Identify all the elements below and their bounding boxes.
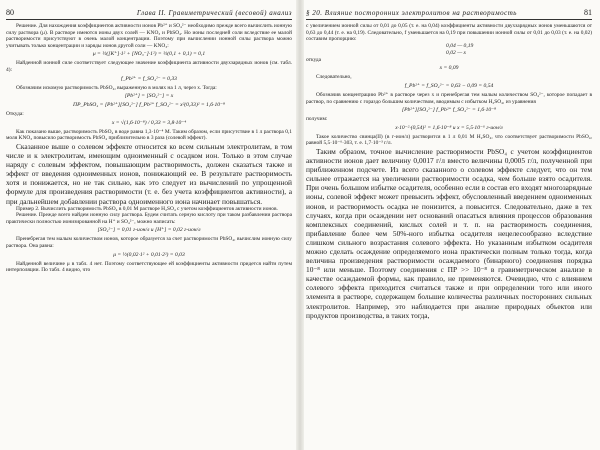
right-page — [306, 8, 592, 444]
formula-x-value: x = 0,09 — [439, 65, 459, 72]
right-intro: с увеличением ионной силы от 0,01 до 0,05 (т. е. на 0,04) коэффициенты активности двухзарядных ионов уменьшаются от 0,63 до 0,44 (т. е. на 0,19). Следовательно, f уменьшается на 0,19 при повышении ионной силы от 0,01 до 0,03 (т. е. на 0,02) составим пропорцию: — [306, 23, 592, 43]
book-gutter — [296, 0, 304, 450]
left-running-head — [6, 8, 292, 20]
formula-x-result: x·10⁻²·(0,54)² = 1,6·10⁻⁸ и x = 5,5·10⁻⁶ г-ион/л — [395, 124, 503, 131]
formula-solubility-product-2: [Pb²⁺][SO₄²⁻] f_Pb²⁺ f_SO₄²⁻ = 1,6·10⁻⁸ — [401, 107, 497, 114]
formula-x-solution: x = √(1,6·10⁻⁸) / 0,33 = 3,8·10⁻⁴ — [111, 119, 187, 126]
consequently-text: Следовательно, — [316, 74, 352, 81]
receive-text: получим: — [306, 116, 328, 123]
formula-ionic-strength: μ = ½([K⁺]·1² + [NO₃⁻]·1²) = ½(0,1 + 0,1) = 0,1 — [92, 51, 206, 58]
interpolation-text: Найденной величине μ в табл. 4 нет. Поэтому соответствующее ей коэффициенты активности придется найти путем интерполяции. По табл. 4 видно, что — [6, 260, 292, 274]
left-page — [6, 8, 292, 444]
solution-2-text: Решение. Прежде всего найдем ионную силу раствора. Будем считать серную кислоту при таком разбавлении раствора практически полностью ионизированной на H⁺ и SO₄²⁻, можно написать: — [6, 212, 292, 225]
formula-activity-coefficient: f_Pb²⁺ = f_SO₄²⁻ = 0,33 — [121, 75, 177, 82]
whence-text-right: откуда — [306, 56, 322, 63]
compare-text: Такое количество свинца(II) (в г-ион/л) растворится в 1 л 0,01 М H₂SO₄, что соответствует растворимости PbSO₄, равной 5,5·10⁻⁶·303, т. е. 1,7·10⁻³ г/л. — [306, 133, 592, 147]
formula-equal-concentrations: [Pb²⁺] = [SO₄²⁻] = x — [124, 93, 174, 100]
denote-text: Обозначим искомую растворимость PbSO₄, выраженную в молях на 1 л, через x. Тогда: — [16, 84, 217, 91]
right-page-number: 81 — [584, 8, 592, 17]
formula-concentrations: [SO₄²⁻] = 0,01 г-ион/л и [H⁺] = 0,02 г-ион/л — [97, 227, 201, 234]
whence-text: Откуда: — [6, 111, 24, 118]
proportion-line-1: 0,04 — 0,19 — [446, 42, 474, 49]
salt-effect-paragraph: Сказанное выше о солевом эффекте относится ко всем сильным электролитам, в том числе и к электролитам, имеющим одноименный с осадком ион. Только в этом случае наряду с солевым эффектом, повышающим растворимость, должен сказаться также и эффект от введения одноименных ионов, понижающий ее. В результате растворимость хотя и понижается, но не так сильно, как это следует из вычислений по упрощенной формуле для произведения растворимости (т. е. без учета коэффициентов активности), а при дальнейшем добавлении раствора одноименного иона начинает повышаться. — [6, 141, 292, 206]
right-section-title: § 20. Влияние посторонних электролитов на растворимость — [306, 9, 517, 17]
formula-activity-coefficient-2: f_Pb²⁺ = f_SO₄²⁻ = 0,63 − 0,09 = 0,54 — [404, 82, 494, 89]
formula-ionic-strength-2: μ = ½(0,02·1² + 0,01·2²) = 0,03 — [113, 251, 185, 258]
conclusion-paragraph: Таким образом, точное вычисление растворимости PbSO₄ с учетом коэффициентов активности ионов дает величину 0,0017 г/л вместо величины 0,0005 г/л, полученной при приближенном подсчете. Из всего сказанного о солевом эффекте следует, что он тем сильнее отражается на увеличении растворимости осадка, чем больше взято осадителя. При очень большом избытке осадителя, особенно если в состав его входят многозарядные ионы, солевой эффект может превысить эффект, обусловленный введением одноименных ионов, и растворимость осадка не понизится, а повысится. Следовательно, даже в тех случаях, когда при осаждении нет оснований опасаться влияния процессов образования комплексных соединений, кислых солей и т. п. на растворимость соединения, прибавление более чем 50%-ного избытка осадителя нецелесообразно вследствие слишком сильного возрастания солевого эффекта. Но указанным избытком осадителя можно сделать осаждение определяемого иона практически полным только тогда, когда величина произведения растворимости осаждаемого (бинарного) соединения порядка 10⁻⁸ или меньше. Поэтому соединения с ПР >> 10⁻⁸ в гравиметрическом анализе в качестве осаждаемой формы, как правило, не применяются. Очевидно, что с влиянием солевого эффекта приходится считаться также и при определении того или иного элемента в растворе, содержащем большие количества различных посторонних сильных электролитов. Например, это наблюдается при анализе природных объектов или продуктов производства, в таких тогда, — [306, 146, 592, 320]
denote-text-right: Обозначив концентрацию Pb²⁺ в растворе через x и пренебрегая тем малым количеством SO₄²⁻, которое попадает в раствор, по сравнению с гораздо большим количеством, вводимым с избытком H₂SO₄, из уравнения — [306, 91, 592, 105]
intro-paragraph: Решение. Для нахождения коэффициентов активности ионов Pb²⁺ и SO₄²⁻ необходимо прежде всего вычислить ионную силу раствора (μ). В растворе имеются ионы двух солей — KNO₃ и PbSO₄. Но ионы последней соли вследствие ее малой растворимости присутствуют в очень малой концентрации. Поэтому при вычислении ионной силы раствора можно учитывать только концентрации и заряды ионов другой соли — KNO₃: — [6, 23, 292, 49]
result-text: Как показано выше, растворимость PbSO₄ в воде равна 1,3·10⁻⁴ М. Таким образом, если присутствие в 1 л раствора 0,1 моля KNO₃ повысило растворимость PbSO₄ приблизительно в 3 раза (солевой эффект). — [6, 128, 292, 142]
formula-solubility-product: ПР_PbSO₄ = [Pb²⁺][SO₄²⁻] f_Pb²⁺ f_SO₄²⁻ = x²(0,33)² = 1,6·10⁻⁸ — [73, 102, 225, 109]
left-chapter-title: Глава II. Гравиметрический (весовой) анализ — [136, 9, 292, 17]
example-2: Пример 2. Вычислить растворимость PbSO₄ в 0,01 М растворе H₂SO₄ с учетом коэффициентов активности ионов. — [16, 205, 278, 212]
proportion-line-2: 0,02 — x — [446, 49, 467, 56]
left-page-number: 80 — [6, 8, 14, 17]
table-reference-text: Найденной ионной силе соответствует следующее значение коэффициента активности двухзарядных ионов (см. табл. 4): — [6, 60, 292, 73]
right-running-head — [306, 8, 592, 20]
neglect-text: Пренебрегая тем малым количеством ионов, которое образуется за счет растворимости PbSO₄, вычислим ионную силу раствора. Она равна: — [6, 236, 292, 249]
